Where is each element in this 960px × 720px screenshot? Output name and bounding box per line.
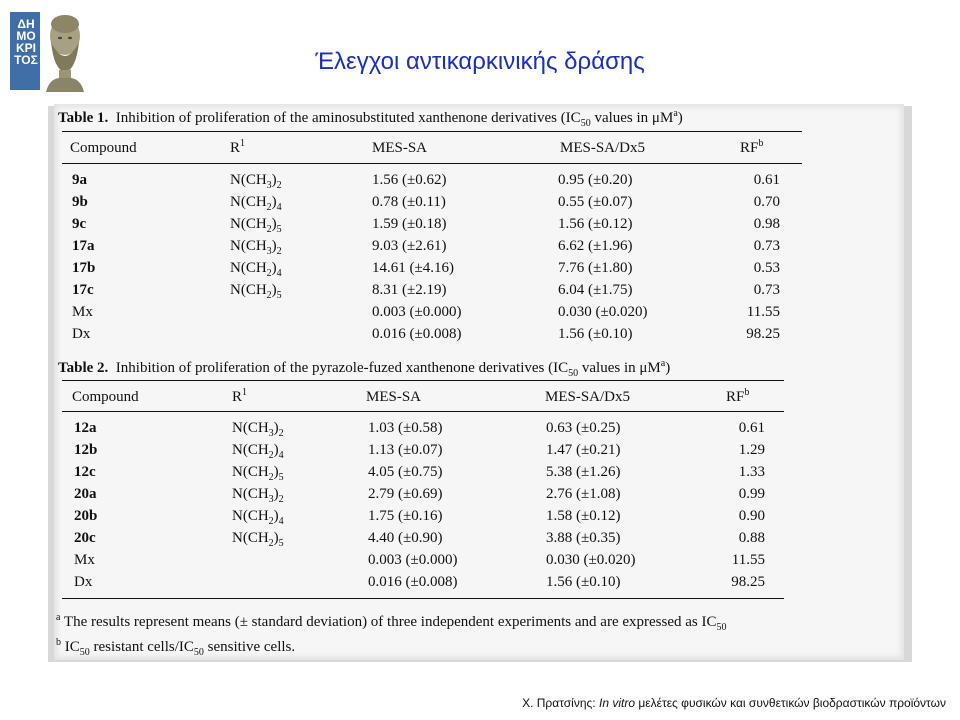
footer-citation	[0, 696, 960, 710]
footer-rest: μελέτες φυσικών και συνθετικών βιοδραστικών προϊόντων	[638, 696, 946, 710]
footnote-a: $^a$ The results represent means (± standard deviation) of three independent experiments and are expressed as $IC_{50}$	[56, 612, 727, 633]
table2-cell-r2-c1: $N(CH_2)_5$	[232, 464, 284, 483]
table1-cell-r3-c4: 0.73	[753, 238, 780, 254]
footer-italic: In vitro	[598, 696, 635, 710]
table2-cell-r4-c1: $N(CH_2)_4$	[232, 508, 284, 527]
table2-cell-r6-c0: Mx	[74, 552, 95, 568]
table2-header-compound: Compound	[72, 389, 139, 405]
table1-cell-r5-c4: 0.73	[753, 282, 780, 298]
table2-caption-label: Table 2.	[58, 360, 109, 376]
table2-cell-r5-c3: 3.88 (±0.35)	[546, 530, 621, 546]
table2-cell-r5-c0: 20c	[74, 530, 96, 546]
table2-cell-r4-c3: 1.58 (±0.12)	[546, 508, 621, 524]
table2-header-messadx5: MES-SA/Dx5	[545, 389, 631, 405]
table2-caption	[58, 358, 670, 379]
table1-cell-r2-c2: 1.59 (±0.18)	[372, 216, 447, 232]
table1-header-messa: MES-SA	[372, 140, 428, 156]
slide-title: Έλεγχοι αντικαρκινικής δράσης	[315, 48, 645, 75]
table1-cell-r1-c2: 0.78 (±0.11)	[372, 194, 446, 210]
table1-cell-r1-c4: 0.70	[753, 194, 780, 210]
table2-cell-r5-c2: 4.40 (±0.90)	[368, 530, 443, 546]
table2-cell-r3-c0: 20a	[74, 486, 97, 502]
table2-bottom-rule	[62, 598, 784, 599]
table1-cell-r5-c3: 6.04 (±1.75)	[558, 282, 633, 298]
table1-cell-r7-c2: 0.016 (±0.008)	[372, 326, 462, 342]
table2-cell-r5-c4: 0.88	[738, 530, 765, 546]
table1-cell-r4-c1: $N(CH_2)_4$	[230, 260, 282, 279]
table2-cell-r7-c0: Dx	[74, 574, 93, 590]
table1-cell-r0-c3: 0.95 (±0.20)	[558, 172, 633, 188]
table2-cell-r7-c2: 0.016 (±0.008)	[368, 574, 458, 590]
table2-cell-r1-c0: 12b	[74, 442, 98, 458]
table1-cell-r2-c4: 0.98	[753, 216, 780, 232]
table2-caption-text: Inhibition of proliferation of the pyrazole-fuzed xanthenone derivatives ($IC_{50}$ values in $\mu M^a$)	[112, 358, 671, 379]
table1-cell-r6-c0: Mx	[72, 304, 93, 320]
table2-header-rf: $RF^b$	[726, 387, 750, 405]
table1-header-rule	[62, 163, 802, 164]
table1-cell-r3-c1: $N(CH_3)_2$	[230, 238, 282, 257]
table2-cell-r1-c4: 1.29	[738, 442, 765, 458]
footer-author: Χ. Πρατσίνης:	[522, 696, 596, 710]
table1-top-rule	[62, 131, 802, 132]
table1-cell-r0-c1: $N(CH_3)_2$	[230, 172, 282, 191]
footnote-b: $^b$ $IC_{50}$ resistant cells/$IC_{50}$ sensitive cells.	[56, 637, 296, 658]
table1-cell-r1-c3: 0.55 (±0.07)	[558, 194, 633, 210]
table1-cell-r3-c3: 6.62 (±1.96)	[558, 238, 633, 254]
table1-cell-r6-c3: 0.030 (±0.020)	[558, 304, 648, 320]
table1-cell-r7-c4: 98.25	[746, 326, 780, 342]
table1-cell-r7-c3: 1.56 (±0.10)	[558, 326, 633, 342]
table2-cell-r6-c3: 0.030 (±0.020)	[546, 552, 636, 568]
table2-cell-r6-c2: 0.003 (±0.000)	[368, 552, 458, 568]
table2-cell-r4-c2: 1.75 (±0.16)	[368, 508, 443, 524]
table2-cell-r0-c4: 0.61	[738, 420, 765, 436]
table1-cell-r0-c2: 1.56 (±0.62)	[372, 172, 447, 188]
table1-cell-r3-c0: 17a	[72, 238, 95, 254]
table2-cell-r7-c3: 1.56 (±0.10)	[546, 574, 621, 590]
table1-caption-text: Inhibition of proliferation of the aminosubstituted xanthenone derivatives ($IC_{50}$ values in $\mu M^a$)	[112, 108, 683, 129]
table1-cell-r4-c2: 14.61 (±4.16)	[372, 260, 454, 276]
table2-cell-r1-c3: 1.47 (±0.21)	[546, 442, 621, 458]
table2-cell-r4-c0: 20b	[74, 508, 98, 524]
table1-cell-r6-c2: 0.003 (±0.000)	[372, 304, 462, 320]
table2-cell-r2-c0: 12c	[74, 464, 96, 480]
table1-header-compound: Compound	[70, 140, 137, 156]
table1-cell-r4-c3: 7.76 (±1.80)	[558, 260, 633, 276]
table2-cell-r5-c1: $N(CH_2)_5$	[232, 530, 284, 549]
table1-cell-r5-c2: 8.31 (±2.19)	[372, 282, 447, 298]
table2-cell-r3-c3: 2.76 (±1.08)	[546, 486, 621, 502]
table2-cell-r3-c1: $N(CH_3)_2$	[232, 486, 284, 505]
table1-caption-label: Table 1.	[58, 110, 109, 126]
table1-cell-r4-c0: 17b	[72, 260, 96, 276]
table2-cell-r2-c3: 5.38 (±1.26)	[546, 464, 621, 480]
table2-cell-r1-c2: 1.13 (±0.07)	[368, 442, 443, 458]
table2-top-rule	[62, 380, 784, 381]
table2-cell-r7-c4: 98.25	[731, 574, 765, 590]
table2-cell-r1-c1: $N(CH_2)_4$	[232, 442, 284, 461]
table2-cell-r3-c4: 0.99	[738, 486, 765, 502]
table1-cell-r0-c0: 9a	[72, 172, 87, 188]
table2-cell-r0-c0: 12a	[74, 420, 97, 436]
table2-cell-r6-c4: 11.55	[731, 552, 765, 568]
table1-cell-r1-c0: 9b	[72, 194, 88, 210]
table1-cell-r2-c0: 9c	[72, 216, 87, 232]
table2-cell-r2-c4: 1.33	[738, 464, 765, 480]
table2-cell-r0-c1: $N(CH_3)_2$	[232, 420, 284, 439]
table2-cell-r2-c2: 4.05 (±0.75)	[368, 464, 443, 480]
table1-header-r1: $R^1$	[230, 138, 246, 156]
table1-cell-r5-c0: 17c	[72, 282, 94, 298]
table2-header-messa: MES-SA	[366, 389, 422, 405]
table2-cell-r0-c2: 1.03 (±0.58)	[368, 420, 443, 436]
table2-cell-r4-c4: 0.90	[738, 508, 765, 524]
table1-cell-r1-c1: $N(CH_2)_4$	[230, 194, 282, 213]
table2-header-rule	[62, 411, 784, 412]
table2-cell-r3-c2: 2.79 (±0.69)	[368, 486, 443, 502]
table1-cell-r2-c3: 1.56 (±0.12)	[558, 216, 633, 232]
table1-cell-r5-c1: $N(CH_2)_5$	[230, 282, 282, 301]
table1-cell-r4-c4: 0.53	[753, 260, 780, 276]
table1-header-messadx5: MES-SA/Dx5	[560, 140, 646, 156]
table1-header-rf: $RF^b$	[740, 138, 764, 156]
table2-cell-r0-c3: 0.63 (±0.25)	[546, 420, 621, 436]
table1-cell-r3-c2: 9.03 (±2.61)	[372, 238, 447, 254]
table1-caption	[58, 108, 683, 129]
table1-cell-r2-c1: $N(CH_2)_5$	[230, 216, 282, 235]
table1-cell-r0-c4: 0.61	[753, 172, 780, 188]
table2-header-r1: $R^1$	[232, 387, 248, 405]
table1-cell-r7-c0: Dx	[72, 326, 91, 342]
table1-cell-r6-c4: 11.55	[746, 304, 780, 320]
logo-letters: ΔΗ ΜΟ ΚΡΙ ΤΟΣ	[14, 17, 38, 67]
